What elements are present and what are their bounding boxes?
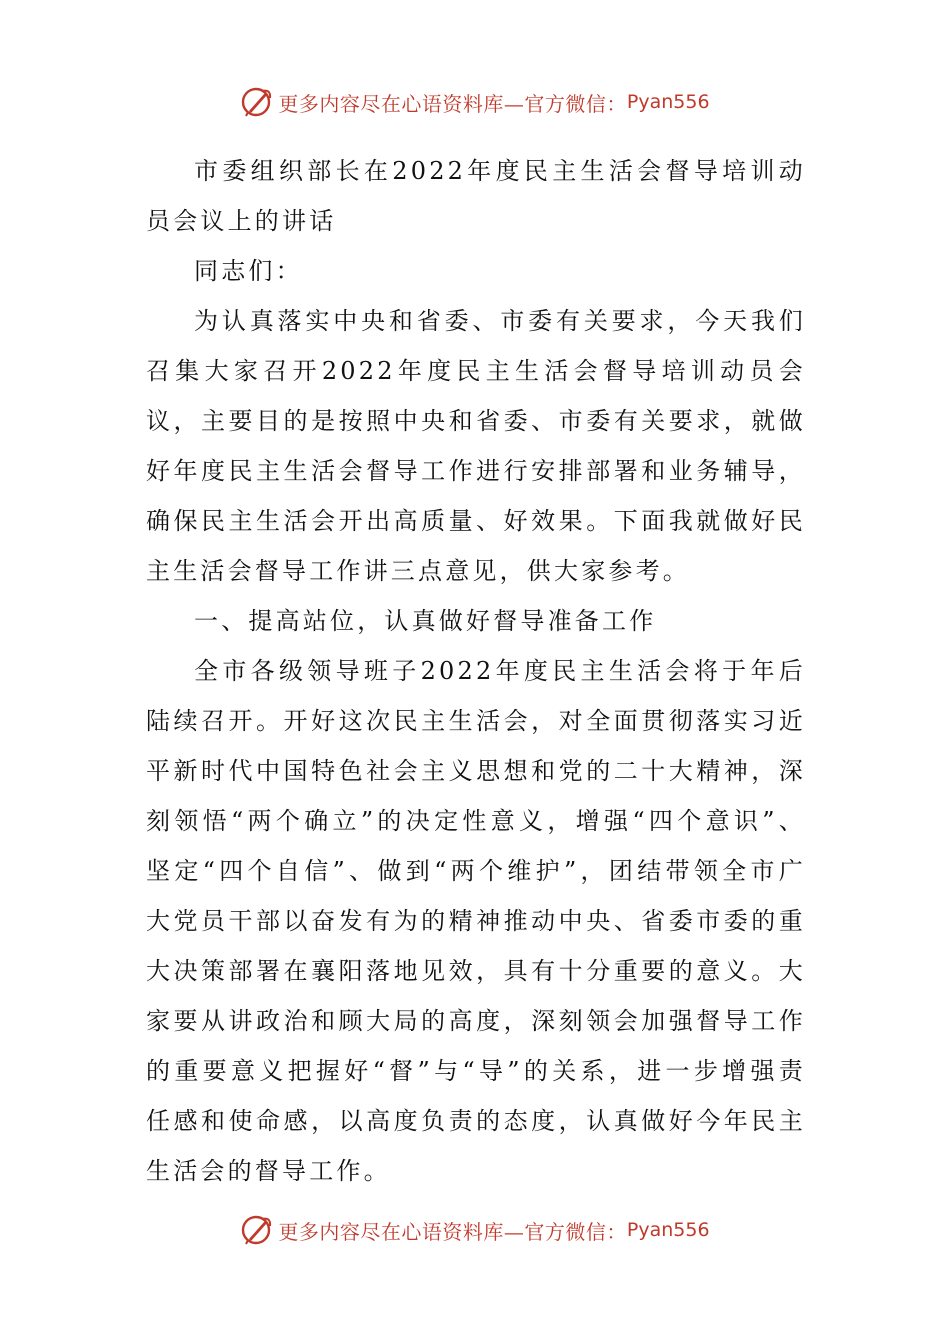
pen-feather-logo-icon <box>240 85 274 119</box>
pen-feather-logo-icon <box>240 1213 274 1247</box>
banner-wechat-id: Pyan556 <box>626 91 710 113</box>
banner-text: 更多内容尽在心语资料库—官方微信： <box>278 1219 627 1244</box>
document-title: 市委组织部长在2022年度民主生活会督导培训动员会议上的讲话 <box>146 157 806 235</box>
header-banner <box>0 84 950 120</box>
paragraph-section-1: 全市各级领导班子2022年度民主生活会将于年后陆续召开。开好这次民主生活会，对全面贯彻落实习近平新时代中国特色社会主义思想和党的二十大精神，深刻领悟“两个确立”的决定性意义，增强“四个意识”、坚定“四个自信”、做到“两个维护”，团结带领全市广大党员干部以奋发有为的精神推动中央、省委市委的重大决策部署在襄阳落地见效，具有十分重要的意义。大家要从讲政治和顾大局的高度，深刻领会加强督导工作的重要意义把握好“督”与“导”的关系，进一步增强责任感和使命感，以高度负责的态度，认真做好今年民主生活会的督导工作。 <box>146 657 806 1185</box>
paragraph-intro: 为认真落实中央和省委、市委有关要求，今天我们召集大家召开2022年度民主生活会督导培训动员会议，主要目的是按照中央和省委、市委有关要求，就做好年度民主生活会督导工作进行安排部署和业务辅导，确保民主生活会开出高质量、好效果。下面我就做好民主生活会督导工作讲三点意见，供大家参考。 <box>146 307 806 585</box>
banner-wechat-id: Pyan556 <box>626 1219 710 1241</box>
footer-banner <box>0 1212 950 1248</box>
banner-text: 更多内容尽在心语资料库—官方微信： <box>278 91 627 116</box>
section-heading-1: 一、提高站位，认真做好督导准备工作 <box>194 607 657 635</box>
greeting: 同志们： <box>194 257 303 285</box>
document-body <box>146 146 806 1196</box>
